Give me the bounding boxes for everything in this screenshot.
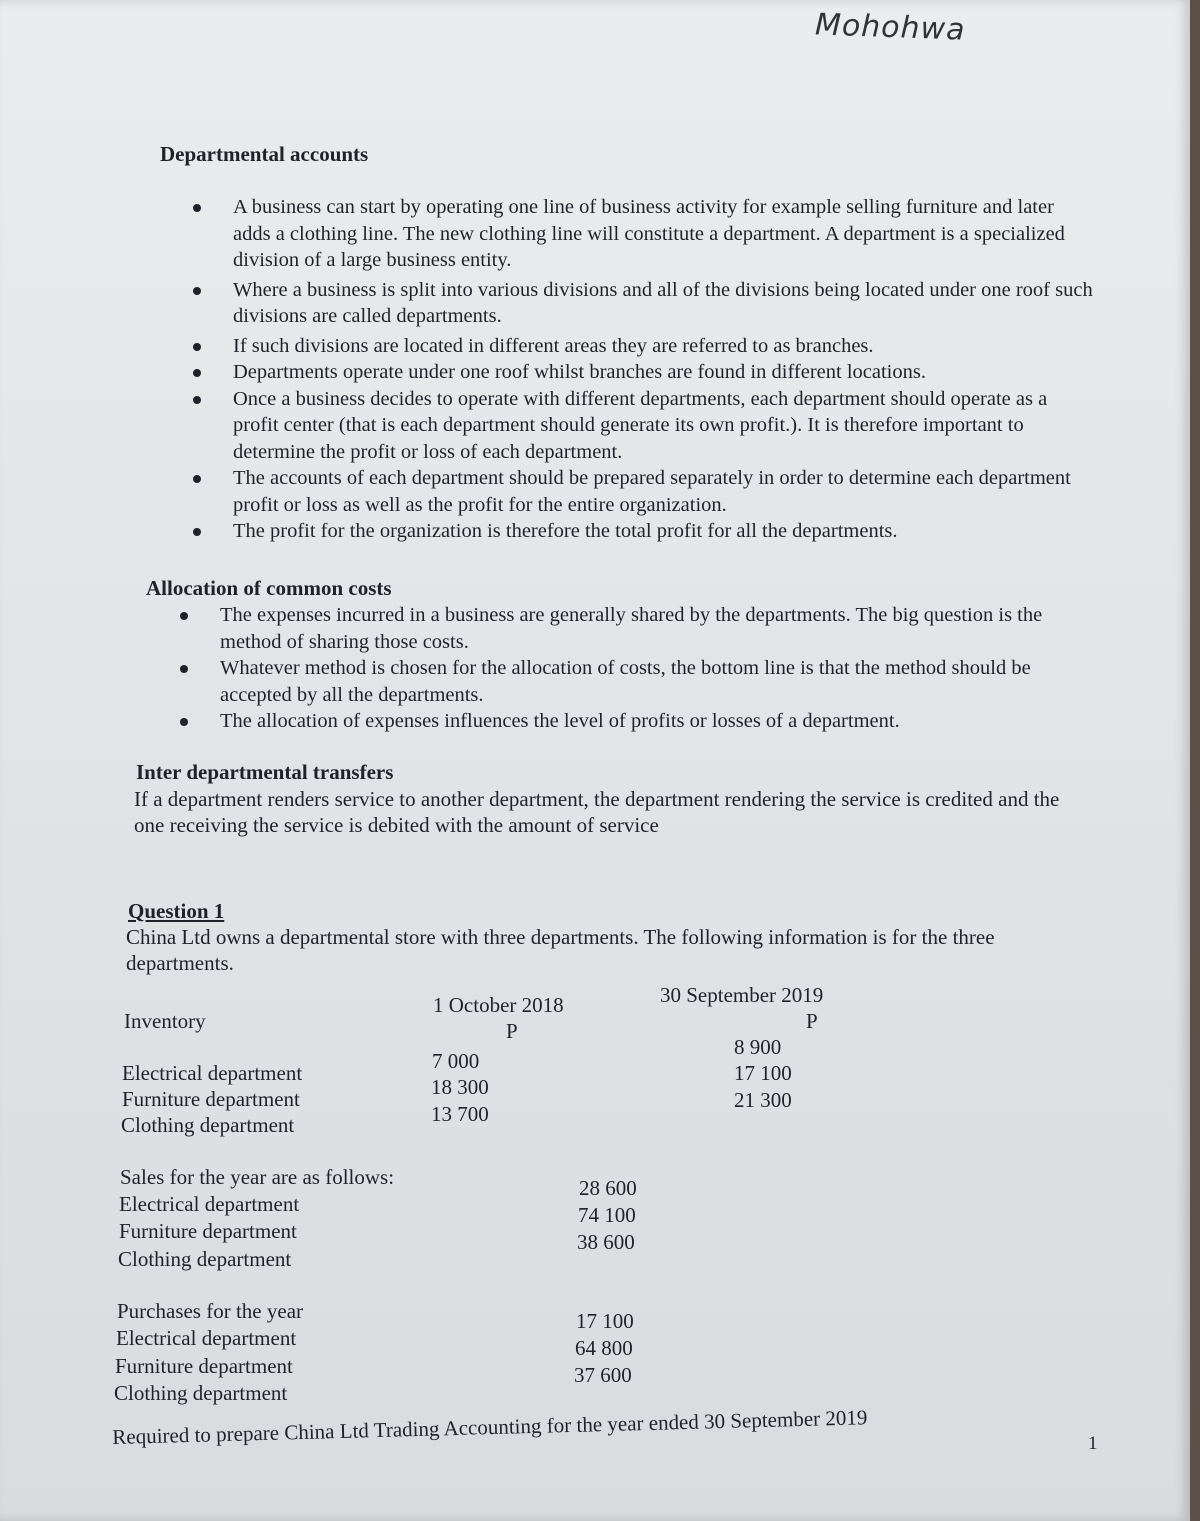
list-item: Once a business decides to operate with different departments, each department should operate as a profit center (that is each department should generate its own profit.). It is therefore important to determine the profit or loss of each department. xyxy=(233,386,1093,466)
inventory-col-opening: 1 October 2018 xyxy=(433,993,564,1017)
inventory-unit-closing: P xyxy=(806,1009,818,1033)
sales-row-name: Electrical department xyxy=(119,1192,300,1216)
inter-departmental-text: If a department renders service to another department, the department rendering the service is credited and the one receiving the service is debited with the amount of service xyxy=(134,787,1060,837)
list-item: Departments operate under one roof whilst branches are found in different locations. xyxy=(233,359,1093,386)
heading-inter-departmental-transfers: Inter departmental transfers xyxy=(136,760,394,784)
list-item: If such divisions are located in different areas they are referred to as branches. xyxy=(233,333,1093,360)
inventory-opening-value: 18 300 xyxy=(431,1075,489,1099)
sales-value: 28 600 xyxy=(579,1176,637,1200)
handwritten-signature: Mohohwa xyxy=(814,7,967,48)
purchases-value: 17 100 xyxy=(576,1309,634,1333)
question-intro: China Ltd owns a departmental store with three departments. The following information is for the three departments. xyxy=(126,925,995,975)
bullet-icon xyxy=(180,718,188,726)
list-item: Where a business is split into various divisions and all of the divisions being located under one roof such divisions are called departments. xyxy=(233,277,1093,330)
heading-allocation-of-common-costs: Allocation of common costs xyxy=(146,576,392,600)
sales-value: 74 100 xyxy=(578,1203,636,1227)
bullet-icon xyxy=(193,204,201,212)
inventory-opening-value: 7 000 xyxy=(432,1049,480,1073)
allocation-list xyxy=(220,602,1095,735)
question-title: Question 1 xyxy=(128,899,225,923)
bullet-icon xyxy=(180,665,188,673)
bullet-icon xyxy=(193,475,201,483)
page-number: 1 xyxy=(1088,1433,1098,1454)
inventory-closing-value: 17 100 xyxy=(734,1061,792,1085)
purchases-row-name: Furniture department xyxy=(115,1354,293,1378)
purchases-value: 64 800 xyxy=(575,1336,633,1360)
sales-label: Sales for the year are as follows: xyxy=(120,1165,395,1189)
list-item: The expenses incurred in a business are generally shared by the departments. The big question is the method of sharing those costs. xyxy=(220,602,1095,655)
sales-row-name: Clothing department xyxy=(118,1247,292,1271)
list-item: A business can start by operating one line of business activity for example selling furniture and later adds a clothing line. The new clothing line will constitute a department. A department is a specialized division of a large business entity. xyxy=(233,194,1093,274)
list-item: The profit for the organization is therefore the total profit for all the departments. xyxy=(233,518,1093,545)
inventory-opening-value: 13 700 xyxy=(431,1102,489,1126)
bullet-icon xyxy=(193,287,201,295)
bullet-icon xyxy=(180,612,188,620)
bullet-icon xyxy=(193,528,201,536)
bullet-icon xyxy=(193,343,201,351)
inventory-closing-value: 21 300 xyxy=(734,1088,792,1112)
inventory-col-closing: 30 September 2019 xyxy=(660,983,824,1007)
inventory-row-name: Furniture department xyxy=(122,1087,300,1111)
heading-departmental-accounts: Departmental accounts xyxy=(160,142,369,166)
inventory-closing-value: 8 900 xyxy=(734,1035,782,1059)
bullet-icon xyxy=(193,369,201,377)
list-item: The accounts of each department should be prepared separately in order to determine each department profit or loss as well as the profit for the entire organization. xyxy=(233,465,1093,518)
inventory-row-name: Electrical department xyxy=(122,1061,303,1085)
inventory-unit-opening: P xyxy=(506,1019,518,1043)
sales-value: 38 600 xyxy=(577,1230,635,1254)
inventory-label: Inventory xyxy=(124,1009,206,1033)
sales-row-name: Furniture department xyxy=(119,1219,297,1243)
purchases-row-name: Clothing department xyxy=(114,1381,288,1405)
inventory-row-name: Clothing department xyxy=(121,1113,295,1137)
list-item: Whatever method is chosen for the allocation of costs, the bottom line is that the method should be accepted by all the departments. xyxy=(220,655,1095,708)
list-item: The allocation of expenses influences the level of profits or losses of a department. xyxy=(220,708,1095,735)
purchases-row-name: Electrical department xyxy=(116,1326,297,1350)
departmental-accounts-list xyxy=(233,194,1093,545)
purchases-label: Purchases for the year xyxy=(117,1299,304,1323)
purchases-value: 37 600 xyxy=(574,1363,632,1387)
required-instruction: Required to prepare China Ltd Trading Accounting for the year ended 30 September 2019 xyxy=(112,1405,868,1449)
bullet-icon xyxy=(193,396,201,404)
